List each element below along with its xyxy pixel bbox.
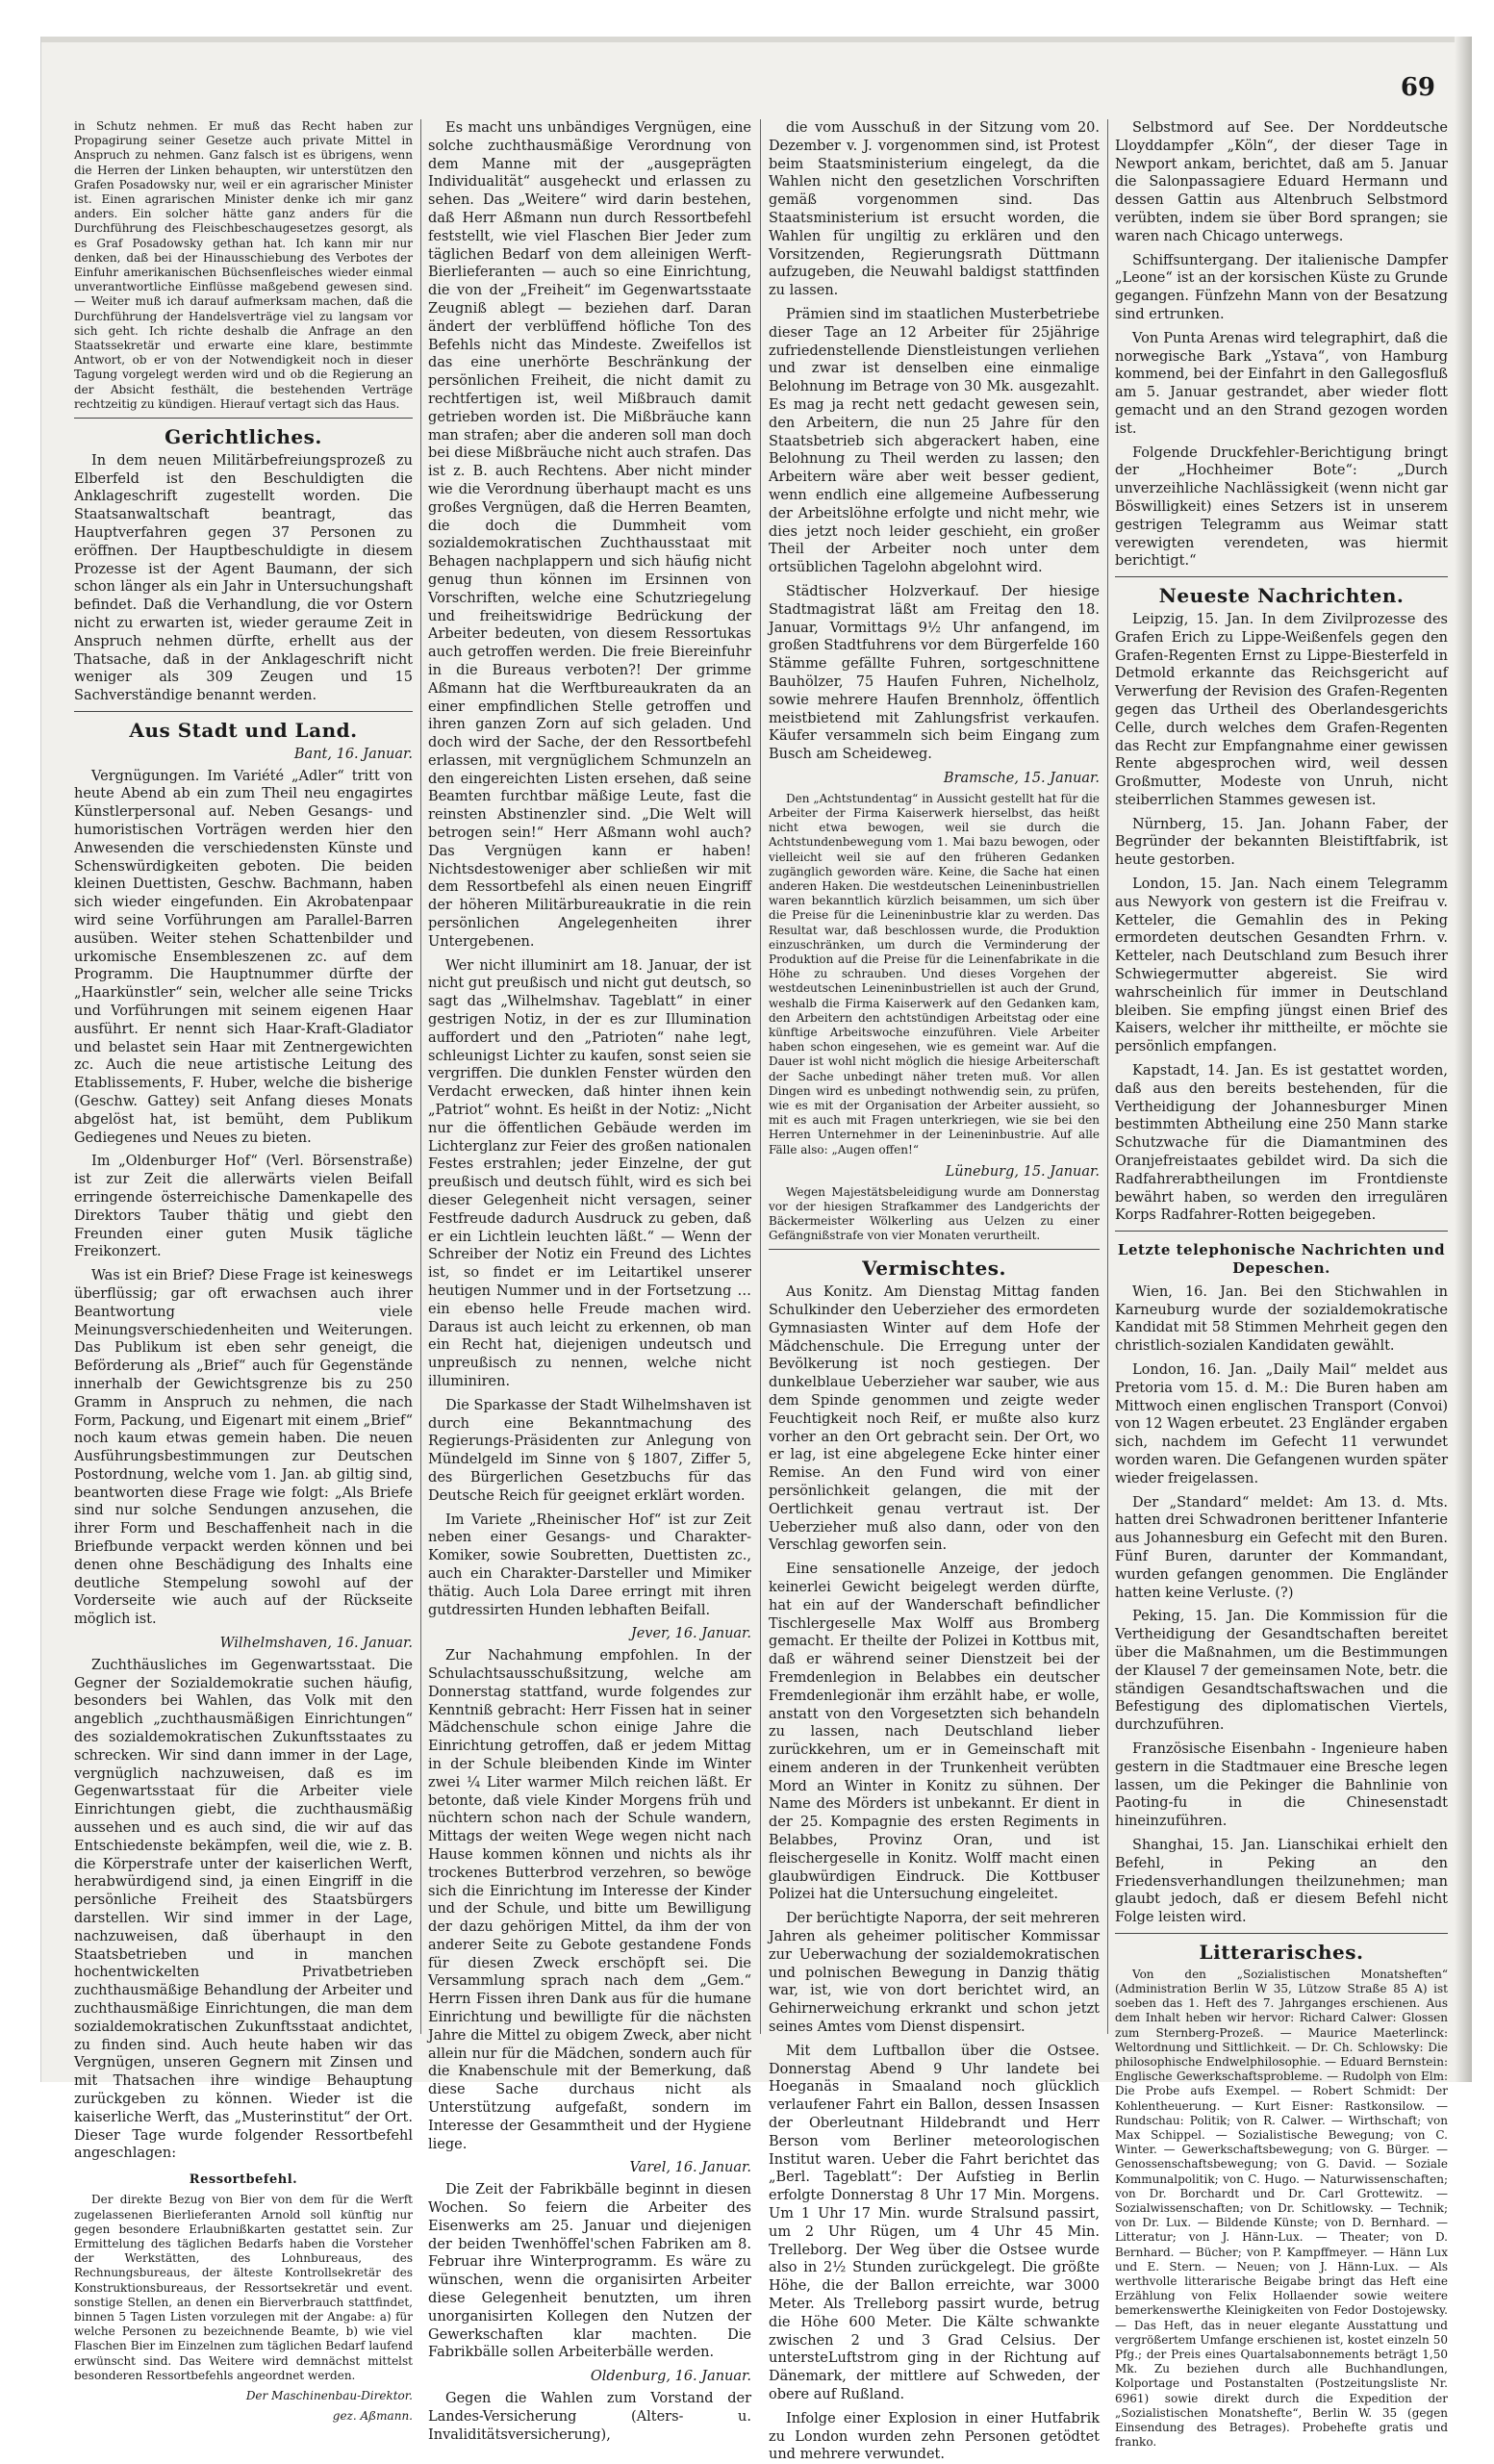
column-4	[1115, 119, 1448, 2450]
paragraph: Zur Nachahmung empfohlen. In der Schulachtsausschußsitzung, welche am Donnerstag stattfand, wurde folgendes zur Kenntniß gebracht: Herr Fissen hat in seiner Mädchenschule schon einige Jahre die Einrichtung getroffen, daß er jedem Mittag in der Schule bleibenden Kinde im Winter zwei ¼ Liter warmer Milch reichen läßt. Er betonte, daß viele Kinder Morgens früh und nüchtern schon nach der Schule wandern, Mittags der weiten Wege wegen nicht nach Hause kommen können und nichts als ihr trockenes Butterbrod verzehren, so bewöge sich die Einrichtung im Interesse der Kinder und der Schule, und bitte um Bewilligung der dazu gehörigen Mittel, da ihm der von anderer Seite zu Gebote gestandene Fonds für diesen Zweck erschöpft sei. Die Versammlung sprach nach dem „Gem.“ Herrn Fissen ihren Dank aus für die humane Einrichtung und bewilligte für die nächsten Jahre die Mittel zu obigem Zweck, aber nicht allein nur für die Mädchen, sondern auch für die Knabenschule mit der Bemerkung, daß diese Sache durchaus nicht als Unterstützung aufgefaßt, sondern im Interesse der Gesammtheit und der Hygiene liege.	[428, 1648, 751, 2152]
divider	[1115, 576, 1448, 577]
paragraph: Im Variete „Rheinischer Hof“ ist zur Zeit neben einer Gesangs- und Charakter-Komiker, sowie Soubretten, Duettisten zc., auch ein Charakter-Darsteller und Mimiker thätig. Auch Lola Daree erringt mit ihren gutdressirten Hunden lebhaften Beifall.	[428, 1511, 751, 1618]
divider	[74, 711, 413, 712]
paragraph: Von Punta Arenas wird telegraphirt, daß die norwegische Bark „Ystava“, von Hamburg kommend, bei der Einfahrt in den Gallegosfluß am 5. Januar gestrandet, aber wieder flott gemacht und an den Strand gezogen worden ist.	[1115, 330, 1448, 437]
paragraph: Peking, 15. Jan. Die Kommission für die Vertheidigung der Gesandtschaften bereitet über die Maßnahmen, um die Bestimmungen der Klausel 7 der gemeinsamen Note, betr. die ständigen Gesandtschaftswachen und die Befestigung des diplomatischen Viertels, durchzuführen.	[1115, 1609, 1448, 1734]
column-1	[74, 119, 413, 2424]
divider	[1115, 1933, 1448, 1934]
paragraph: In dem neuen Militärbefreiungsprozeß zu Elberfeld ist den Beschuldigten die Anklageschrift zugestellt worden. Die Staatsanwaltschaft beantragt, das Hauptverfahren gegen 37 Personen zu eröffnen. Der Hauptbeschuldigte in diesem Prozesse ist der Agent Baumann, der sich schon länger als ein Jahr in Untersuchungshaft befindet. Daß die Verhandlung, die vor Ostern nicht zu erwarten ist, wieder geraume Zeit in Anspruch nehmen dürfte, erhellt aus der Thatsache, daß in der Anklageschrift nicht weniger als 309 Zeugen und 15 Sachverständige benannt werden.	[74, 452, 413, 704]
paragraph: Den „Achtstundentag“ in Aussicht gestellt hat für die Arbeiter der Firma Kaiserwerk hierselbst, das heißt nicht etwa bewogen, weil sie durch die Achtstundenbewegung vom 1. Mai bazu bewogen, oder vielleicht weil sie auf den früheren Gedanken zugänglich geworden wäre. Keine, die Sache hat einen anderen Haken. Die westdeutschen Leineninbustriellen waren bekanntlich kürzlich beisammen, um sich über die Preise für die Leineninbustrie klar zu werden. Das Resultat war, daß beschlossen wurde, die Produktion einzuschränken, um durch die Verminderung der Produktion auf die Preise für die Leinenfabrikate in die Höhe zu schrauben. Und dieses Vorgehen der westdeutschen Leineninbustriellen ist auch der Grund, weshalb die Firma Kaiserwerk auf den Gedanken kam, den Arbeitern den achtstündigen Arbeitstag oder eine künftige Arbeitswoche einzuführen. Viele Arbeiter haben schon eingesehen, wie es gemeint war. Auf die Dauer ist wohl nicht möglich die hiesige Arbeiterschaft der Sache unbedingt näher treten muß. Vor allen Dingen wird es unbedingt nothwendig sein, zu prüfen, wie es mit der Organisation der Arbeiter aussieht, so mit es auch mit Fragen unterkriegen, wie sie bei den Herren Unternehmer in der Leineninbustrie. Auf alle Fälle also: „Augen offen!“	[769, 791, 1100, 1156]
section-heading-telephonische-nachrichten: Letzte telephonische Nachrichten und Depeschen.	[1117, 1241, 1446, 1278]
column-2	[428, 119, 751, 2443]
paragraph: Vergnügungen. Im Variété „Adler“ tritt von heute Abend ab ein zum Theil neu engagirtes Künstlerpersonal auf. Neben Gesangs- und humoristischen Vorträgen werden hier den Anwesenden die verschiedensten Künste und Schenswürdigkeiten geboten. Die beiden kleinen Duettisten, Geschw. Bachmann, haben sich wieder eingefunden. Ein Akrobatenpaar wird seine Vorführungen am Parallel-Barren ausüben. Weiter stehen Schattenbilder und urkomische Ensembleszenen zc. auf dem Programm. Die Hauptnummer dürfte der „Haarkünstler“ sein, welcher alle seine Tricks und Vorführungen mit seinem eigenen Haar ausführt. Er nennt sich Haar-Kraft-Gladiator und belastet sein Haar mit Zentnergewichten zc. Auch die neue artistische Leitung des Etablissements, F. Huber, welche die bisherige (Geschw. Gattey) seit Anfang dieses Monats abgelöst hat, ist bemüht, dem Publikum Gediegenes und Neues zu bieten.	[74, 768, 413, 1146]
top-band	[41, 37, 1472, 42]
paragraph: Wien, 16. Jan. Bei den Stichwahlen in Karneuburg wurde der sozialdemokratische Kandidat mit 58 Stimmen Mehrheit gegen den christlich-sozialen Kandidaten gewählt.	[1115, 1283, 1448, 1355]
signature-name: gez. Aßmann.	[332, 2409, 413, 2424]
section-heading-vermischtes: Vermischtes.	[862, 1257, 1006, 1281]
divider	[1115, 1231, 1448, 1232]
paragraph: Aus Konitz. Am Dienstag Mittag fanden Schulkinder den Ueberzieher des ermordeten Gymnasiasten Winter auf dem Hofe der Mädchenschule. Die Erregung unter der Bevölkerung ist noch gestiegen. Der dunkelblaue Ueberzieher war sauber, wie aus dem Spinde genommen und zeigte weder Feuchtigkeit noch Reif, er mußte also kurz vorher an den Ort gebracht sein. Der Ort, wo er lag, ist eine abgelegene Ecke hinter einer Remise. An den Fund wird von einer persönlichkeit gelangen, die mit der Oertlichkeit genau vertraut ist. Der Ueberzieher muß also dann, oder von den Verschlag geworfen sein.	[769, 1284, 1100, 1554]
paragraph: Der „Standard“ meldet: Am 13. d. Mts. hatten drei Schwadronen berittener Infanterie aus Johannesburg ein Gefecht mit den Buren. Fünf Buren, darunter der Kommandant, wurden gefangen genommen. Die Engländer hatten keine Verluste. (?)	[1115, 1494, 1448, 1601]
section-heading-neueste-nachrichten: Neueste Nachrichten.	[1158, 584, 1405, 608]
dateline: Lüneburg, 15. Januar.	[945, 1163, 1100, 1180]
page-number: 69	[1400, 73, 1435, 102]
divider	[769, 1249, 1100, 1250]
paragraph: Im „Oldenburger Hof“ (Verl. Börsenstraße) ist zur Zeit die allerwärts vielen Beifall erringende österreichische Damenkapelle des Direktors Tauber thätig und giebt den Freunden einer guten Musik tägliche Freikonzert.	[74, 1154, 413, 1260]
section-heading-litterarisches: Litterarisches.	[1199, 1940, 1364, 1964]
column-rule	[420, 119, 421, 2034]
column-3	[769, 119, 1100, 2463]
paragraph: in Schutz nehmen. Er muß das Recht haben zur Propagirung seiner Gesetze auch private Mittel in Anspruch zu nehmen. Ganz falsch ist es übrigens, wenn die Herren der Linken behaupten, wir unterstützen den Grafen Posadowsky nur, weil er ein agrarischer Minister ist. Einen agrarischen Minister denke ich mir ganz anders. Ein solcher hätte ganz anders für die Durchführung des Fleischbeschaugesetzes gesorgt, als es Graf Posadowsky gethan hat. Ich kann mir nur denken, daß bei der Hinausschiebung des Verbotes der Einfuhr amerikanischen Büchsenfleisches wieder einmal unverantwortliche Einflüsse maßgebend gewesen sind. — Weiter muß ich darauf aufmerksam machen, daß die Durchführung der Handelsverträge viel zu langsam vor sich geht. Ich richte deshalb die Anfrage an den Staatssekretär und erwarte eine klare, bestimmte Antwort, ob er von der Notwendigkeit noch in dieser Tagung vorgelegt werden wird und ob die Regierung an der Absicht festhält, die bestehenden Verträge rechtzeitig zu kündigen. Hierauf vertagt sich das Haus.	[74, 119, 413, 411]
paragraph: Infolge einer Explosion in einer Hutfabrik zu London wurden zehn Personen getödtet und mehrere verwundet.	[769, 2410, 1100, 2463]
column-rule	[760, 119, 761, 2034]
paragraph: Städtischer Holzverkauf. Der hiesige Stadtmagistrat läßt am Freitag den 18. Januar, Vormittags 9½ Uhr anfangend, im großen Stadtfuhrens vor dem Bürgerfelde 160 Stämme gefällte Fuhren, sortgeschnittene Bauhölzer, 75 Haufen Fuhren, Nichelholz, sowie mehrere Haufen Brennholz, öffentlich meistbietend mit Zahlungsfrist verkaufen. Käufer versammeln sich beim Eingang zum Busch am Scheideweg.	[769, 583, 1100, 763]
dateline: Jever, 16. Januar.	[630, 1626, 751, 1642]
paragraph: Kapstadt, 14. Jan. Es ist gestattet worden, daß aus den bereits bestehenden, für die Vertheidigung der Johannesburger Minen bestimmten Abtheilung eine 250 Mann starke Schutzwache für die Diamantminen des Oranjefreistaates gebildet wird. Da sich die Radfahrerabtheilungen im Frontdienste bewährt haben, so werden den irregulären Korps Radfahrer-Rotten beigegeben.	[1115, 1063, 1448, 1224]
paragraph: Eine sensationelle Anzeige, der jedoch keinerlei Gewicht beigelegt werden dürfte, hat ein auf der Wanderschaft befindlicher Tischlergeselle Max Wolff aus Bromberg gemacht. Er theilte der Polizei in Kottbus mit, daß er während seiner Dienstzeit bei der Fremdenlegion in Belabbes ein deutscher Fremdenlegionär ihm erzählt habe, er wolle, anstatt von den Vorgesetzten sich behandeln zu lassen, nach Deutschland lieber zurückkehren, um er in Gemeinschaft mit einem anderen in der Trunkenheit verübten Mord an Winter in Konitz zu sühnen. Der Name des Mörders ist unbekannt. Er dient in der 25. Kompagnie des ersten Regiments in Belabbes, Provinz Oran, und ist fleischergeselle in Konitz. Wolff macht einen glaubwürdigen Eindruck. Die Kottbuser Polizei hat die Untersuchung eingeleitet.	[769, 1562, 1100, 1903]
dateline: Oldenburg, 16. Januar.	[590, 2369, 751, 2385]
paragraph: London, 15. Jan. Nach einem Telegramm aus Newyork von gestern ist die Freifrau v. Ketteler, die Gemahlin des in Peking ermordeten deutschen Gesandten Frhrn. v. Ketteler, nach Deutschland zum Besuch ihrer Schwiegermutter abgereist. Sie wird wahrscheinlich für immer in Deutschland bleiben. Sie empfing jüngst einen Brief des Kaisers, welcher ihr mittheilte, er möchte sie persönlich empfangen.	[1115, 876, 1448, 1055]
paragraph: Von den „Sozialistischen Monatsheften“ (Administration Berlin W 35, Lützow Straße 85 A) ist soeben das 1. Heft des 7. Jahrganges erschienen. Aus dem Inhalt heben wir hervor: Richard Calwer: Glossen zum Sternberg-Prozeß. — Maurice Maeterlinck: Weltordnung und Sittlichkeit. — Dr. Ch. Schlowsky: Die philosophische Endwelphilosophie. — Eduard Bernstein: Englische Gewerkschaftsprobleme. — Rudolph von Elm: Die Probe aufs Exempel. — Robert Schmidt: Der Kohlentheuerung. — Kurt Eisner: Rastkonsilow. — Rundschau: Politik; von R. Calwer. — Wirthschaft; von Max Schippel. — Sozialistische Bewegung; von C. Winter. — Gewerkschaftsbewegung; von G. Bürger. — Genossenschaftsbewegung; von G. David. — Soziale Kommunalpolitik; von C. Hugo. — Naturwissenschaften; von Dr. Borchardt und Dr. Carl Grottewitz. — Sozialwissenschaften; von Dr. Schitlowsky. — Technik; von Dr. Lux. — Bildende Künste; von D. Bernhard. — Litteratur; von J. Hänn-Lux. — Theater; von D. Bernhard. — Bücher; von P. Kampffmeyer. — Hänn Lux und E. Stern. — Neuen; von J. Hänn-Lux. — Als werthvolle litterarische Beigabe bringt das Heft eine Erzählung von Felix Hollaender sowie weitere bemerkenswerthe Kleinigkeiten von Fedor Dostojewsky. — Das Heft, das in neuer elegante Ausstattung und vergrößertem Umfange erschienen ist, kostet einzeln 50 Pfg.; der Preis eines Quartalsabonnements beträgt 1,50 Mk. Zu beziehen durch alle Buchhandlungen, Kolportage und Postanstalten (Postzeitungsliste Nr. 6961) sowie direkt durch die Expedition der „Sozialistischen Monatshefte“, Berlin W. 35 (gegen Einsendung des Betrages). Probehefte gratis und franko.	[1115, 1967, 1448, 2450]
paragraph: Gegen die Wahlen zum Vorstand der Landes-Versicherung (Alters- u. Invaliditätsversicherung),	[428, 2391, 751, 2443]
newspaper-page	[40, 37, 1472, 2463]
paragraph: Selbstmord auf See. Der Norddeutsche Lloyddampfer „Köln“, der dieser Tage in Newport ankam, berichtet, daß am 5. Januar die Salonpassagiere Eduard Hermann und dessen Gattin aus Altenbruch Selbstmord verübten, indem sie über Bord sprangen; sie waren nach Chicago unterwegs.	[1115, 120, 1448, 244]
paragraph: Die Zeit der Fabrikbälle beginnt in diesen Wochen. So feiern die Arbeiter des Eisenwerks am 25. Januar und diejenigen der beiden Twenhöffel'schen Fabriken am 8. Februar ihre Winterprogramm. Es wäre zu wünschen, wenn die organisirten Arbeiter diese Gelegenheit benutzten, um ihren unorganisirten Kollegen den Nutzen der Gewerkschaften klar machten. Die Fabrikbälle sollen Arbeiterbälle werden.	[428, 2182, 751, 2361]
paragraph: Wer nicht illuminirt am 18. Januar, der ist nicht gut preußisch und nicht gut deutsch, so sagt das „Wilhelmshav. Tageblatt“ in einer gestrigen Notiz, in der es zur Illumination auffordert und den „Patrioten“ nahe legt, schleunigst Lichter zu kaufen, sonst seien sie vergriffen. Die dunklen Fenster würden den Verdacht erwecken, daß hinter ihnen kein „Patriot“ wohnt. Es heißt in der Notiz: „Nicht nur die öffentlichen Gebäude werden im Lichterglanz zur Feier des großen nationalen Festes erstrahlen; jeder Einzelne, der gut preußisch und deutsch fühlt, wird es sich bei dieser Gelegenheit nicht versagen, seiner Festfreude dadurch Ausdruck zu geben, daß er ein Lichtlein leuchten läßt.“ — Wenn der Schreiber der Notiz ein Freund des Lichtes ist, so findet er im Leitartikel unserer heutigen Nummer und in der Fortsetzung … ein ebenso helle Freude machen wird. Daraus ist auch leicht zu erkennen, ob man ein Recht hat, diejenigen undeutsch und unpreußisch zu nennen, welche nicht illuminiren.	[428, 957, 751, 1389]
paragraph: Zuchthäusliches im Gegenwartsstaat. Die Gegner der Sozialdemokratie suchen häufig, besonders bei Wahlen, das Volk mit den angeblich „zuchthausmäßigen Einrichtungen“ des sozialdemokratischen Zukunftsstaates zu schrecken. Wir sind dann immer in der Lage, vergnüglich nachzuweisen, daß es im Gegenwartsstaat für die Arbeiter viele Einrichtungen giebt, die zuchthausmäßig aussehen und es auch sind, die wir auf das Entschiedenste bekämpfen, weil die, wie z. B. die Körperstrafe unter der kaiserlichen Werft, herabwürdigend sind, ja einen Eingriff in die persönliche Freiheit des Staatsbürgers darstellen. Wir sind immer in der Lage, nachzuweisen, daß überhaupt in den Staatsbetrieben und in manchen hochentwickelten Privatbetrieben zuchthausmäßige Behandlung der Arbeiter und zuchthausmäßige Einrichtungen, die man dem sozialdemokratischen Zukunftsstaat andichtet, zu finden sind. Auch heute haben wir das Vergnügen, unseren Gegnern mit Zinsen und mit Thatsachen ihre windige Behauptung zurückgeben zu können. Wieder ist die kaiserliche Werft, das „Musterinstitut“ der Ort. Dieser Tage wurde folgender Ressortbefehl angeschlagen:	[74, 1657, 413, 2162]
paragraph: Mit dem Luftballon über die Ostsee. Donnerstag Abend 9 Uhr landete bei Hoeganäs in Smaaland noch glücklich verlaufener Fahrt ein Ballon, dessen Insassen der Oberleutnant Hildebrandt und Herr Berson vom Berliner meteorologischen Institut waren. Ueber die Fahrt berichtet das „Berl. Tageblatt“: Der Aufstieg in Berlin erfolgte Donnerstag 8 Uhr 17 Min. Morgens. Um 1 Uhr 17 Min. wurde Stralsund passirt, um 2 Uhr Rügen, um 4 Uhr 45 Min. Trelleborg. Der Weg über die Ostsee wurde also in 2½ Stunden zurückgelegt. Die größte Höhe, die der Ballon erreichte, war 3000 Meter. Als Trelleborg passirt wurde, betrug die Höhe 600 Meter. Die Kälte schwankte zwischen 2 und 3 Grad Celsius. Der untersteLuftstrom ging in der Richtung auf Dänemark, der mittlere auf Schweden, der obere auf Rußland.	[769, 2043, 1100, 2402]
paragraph: Der berüchtigte Naporra, der seit mehreren Jahren als geheimer politischer Kommissar zur Ueberwachung der sozialdemokratischen und polnischen Bewegung in Danzig thätig war, ist, wie von dort berichtet wird, an Gehirnerweichung erkrankt und schon jetzt seines Amtes vom Dienst dispensirt.	[769, 1911, 1100, 2036]
paragraph: Shanghai, 15. Jan. Lianschikai erhielt den Befehl, in Peking an den Friedensverhandlungen theilzunehmen; man glaubt jedoch, daß er diesem Befehl nicht Folge leisten wird.	[1115, 1837, 1448, 1926]
divider	[74, 418, 413, 419]
paragraph: Nürnberg, 15. Jan. Johann Faber, der Begründer der bekannten Bleistiftfabrik, ist heute gestorben.	[1115, 816, 1448, 869]
paragraph: die vom Ausschuß in der Sitzung vom 20. Dezember v. J. vorgenommen sind, ist Protest beim Staatsministerium eingelegt, da die Wahlen nicht den gesetzlichen Vorschriften gemäß vorgenommen sind. Das Staatsministerium ist ersucht worden, die Wahlen für ungiltig zu erklären und den Vorsitzenden, Regierungsrath Düttmann aufzugeben, die Neuwahl baldigst stattfinden zu lassen.	[769, 120, 1100, 299]
paragraph: London, 16. Jan. „Daily Mail“ meldet aus Pretoria vom 15. d. M.: Die Buren haben am Mittwoch einen englischen Transport (Convoi) von 12 Wagen erbeutet. 23 Engländer ergaben sich, nachdem im Gefecht 11 verwundet worden waren. Die Gefangenen wurden später wieder freigelassen.	[1115, 1362, 1448, 1486]
paragraph: Wegen Majestätsbeleidigung wurde am Donnerstag vor der hiesigen Strafkammer des Landgerichts der Bäckermeister Wölkerling aus Uelzen zu einer Gefängnißstrafe von vier Monaten verurtheilt.	[769, 1184, 1100, 1243]
paragraph: Schiffsuntergang. Der italienische Dampfer „Leone“ ist an der korsischen Küste zu Grunde gegangen. Fünfzehn Mann von der Besatzung sind ertrunken.	[1115, 252, 1448, 322]
dateline: Wilhelmshaven, 16. Januar.	[219, 1636, 413, 1652]
section-heading-stadt-und-land: Aus Stadt und Land.	[129, 719, 358, 743]
paragraph: Französische Eisenbahn - Ingenieure haben gestern in die Stadtmauer eine Bresche legen lassen, um die Pekinger die Bahnlinie von Paoting-fu in die Chinesenstadt hineinzuführen.	[1115, 1740, 1448, 1830]
page-edge-shadow	[1455, 37, 1472, 2082]
paragraph: Es macht uns unbändiges Vergnügen, eine solche zuchthausmäßige Verordnung von dem Manne mit der „ausgeprägten Individualität“ ausgeheckt und erlassen zu sehen. Das „Weitere“ wird darin bestehen, daß Herr Aßmann nun durch Ressortbefehl feststellt, wie viel Flaschen Bier Jeder zum täglichen Bedarf von dem alleinigen Werft-Bierlieferanten — auch so eine Einrichtung, die von der „Freiheit“ im Gegenwartsstaate Zeugniß ablegt — beziehen darf. Daran ändert der verblüffend höfliche Ton des Befehls nicht das Mindeste. Zweifellos ist das eine unerhörte Beschränkung der persönlichen Freiheit, die nicht damit zu rechtfertigen ist, weil Mißbrauch damit getrieben worden ist. Die Mißbräuche kann man strafen; aber die anderen soll man doch bei diese Mißbräuche nicht auch strafen. Das ist z. B. auch Rechtens. Aber nicht minder wie die Verordnung überhaupt macht es uns großes Vergnügen, daß die Herren Beamten, die doch die Dummheit vom sozialdemokratischen Zuchthausstaat mit Behagen nachplappern und sich häufig nicht genug thun können im Ersinnen von Vorschriften, welche eine Schutzriegelung und freiheitswidrige Bedrückung der Arbeiter bedeuten, von diesem Ressortukas auch getroffen werden. Die freie Biereinfuhr in die Bureaus verboten?! Der grimme Aßmann hat die Werftbureaukraten da an einer empfindlichen Stelle getroffen und ihren ganzen Zorn auf sich geladen. Und doch wird der Sache, der den Ressortbefehl erlassen, mit vergnüglichem Schmunzeln an den eingereichten Listen ersehen, daß seine Beamten furchtbar mäßige Leute, fast die reinsten Abstinenzler sind. „Die Welt will betrogen sein!“ Herr Aßmann wohl auch? Das Vergnügen kann er haben! Nichtsdestoweniger aber schließen wir mit dem Ressortbefehl als einen neuen Eingriff der höheren Militärbureaukratie in die rein persönlichen Angelegenheiten ihrer Untergebenen.	[428, 120, 751, 950]
paragraph: Die Sparkasse der Stadt Wilhelmshaven ist durch eine Bekanntmachung des Regierungs-Präsidenten zur Anlegung von Mündelgeld im Sinne von § 1807, Ziffer 5, des Bürgerlichen Gesetzbuchs für das Deutsche Reich für geeignet erklärt worden.	[428, 1397, 751, 1504]
section-heading-gerichtliches: Gerichtliches.	[165, 425, 322, 449]
dateline: Bant, 16. Januar.	[293, 746, 413, 762]
column-rule	[1107, 119, 1108, 2034]
dateline: Varel, 16. Januar.	[629, 2160, 751, 2176]
paragraph: Was ist ein Brief? Diese Frage ist keineswegs überflüssig; gar oft erwachsen auch ihrer Beantwortung viele Meinungsverschiedenheiten und Weiterungen. Das Publikum ist eben sehr geneigt, die Beförderung als „Brief“ auch für Gegenstände innerhalb der Gewichtsgrenze bis zu 250 Gramm in Anspruch zu nehmen, die nach Form, Packung, und Eigenart mit einem „Brief“ noch kaum etwas gemein haben. Die neuen Ausführungsbestimmungen zur Deutschen Postordnung, welche vom 1. Jan. ab giltig sind, beantworten diese Frage wie folgt: „Als Briefe sind nur solche Sendungen anzusehen, die ihrer Form und Beschaffenheit nach in die Briefbunde verpackt werden können und bei denen ohne Beschädigung des Inhalts eine deutliche Stempelung sowohl auf der Vorderseite wie auch auf der Rückseite möglich ist.	[74, 1268, 413, 1628]
ressortbefehl-title: Ressortbefehl.	[189, 2172, 298, 2188]
paragraph: Folgende Druckfehler-Berichtigung bringt der „Hochheimer Bote“: „Durch unverzeihliche Nachlässigkeit (wenn nicht gar Böswilligkeit) eines Setzers ist in unserem gestrigen Telegramm aus Weimar statt verewigten verendeten, was hiermit berichtigt.“	[1115, 445, 1448, 570]
ressortbefehl-text: Der direkte Bezug von Bier von dem für die Werft zugelassenen Bierlieferanten Arnold soll künftig nur gegen besondere Erlaubnißkarten gestattet sein. Zur Ermittelung des täglichen Bedarfs haben die Vorsteher der Werkstätten, des Lohnbureaus, des Rechnungsbureaus, der älteste Kontrollsekretär des Konstruktionsbureaus, der Ressortsekretär und event. sonstige Stellen, an denen ein Bierverbrauch stattfindet, binnen 5 Tagen Listen vorzulegen mit der Angabe: a) für welche Personen zu bezeichnende Beamte, b) wie viel Flaschen Bier im Einzelnen zum täglichen Bedarf laufend erwünscht sind. Das Weitere wird demnächst mittelst besonderen Ressortbefehls angeordnet werden.	[74, 2193, 413, 2382]
paragraph: Leipzig, 15. Jan. In dem Zivilprozesse des Grafen Erich zu Lippe-Weißenfels gegen den Grafen-Regenten Ernst zu Lippe-Biesterfeld in Detmold erkannte das Reichsgericht auf Verwerfung der Revision des Grafen-Regenten gegen das Urtheil des Oberlandesgerichts Celle, durch welches dem Grafen-Regenten das Recht zur Empfangnahme einer gewissen Rente abgesprochen wird, weil dessen Großmutter, Modeste von Unruh, nicht steiberrlichen Stammes gewesen ist.	[1115, 611, 1448, 808]
dateline: Bramsche, 15. Januar.	[943, 770, 1100, 786]
paragraph: Prämien sind im staatlichen Musterbetriebe dieser Tage an 12 Arbeiter für 25jährige zufriedenstellende Dienstleistungen verliehen und zwar ist denselben eine einmalige Belohnung im Betrage von 30 Mk. ausgezahlt. Es mag ja recht nett gedacht gewesen sein, den Arbeitern, die nun 25 Jahre für den Staatsbetrieb sich abgerackert haben, eine Belohnung zu Theil werden zu lassen; den Arbeitern wäre aber weit besser gedient, wenn endlich eine allgemeine Aufbesserung der Arbeitslöhne erfolgte und nicht mehr, wie dies jetzt noch leider geschieht, ein großer Theil der Arbeiter noch unter dem ortsüblichen Tagelohn abgelohnt wird.	[769, 306, 1100, 576]
signature-line: Der Maschinenbau-Direktor.	[245, 2389, 413, 2403]
